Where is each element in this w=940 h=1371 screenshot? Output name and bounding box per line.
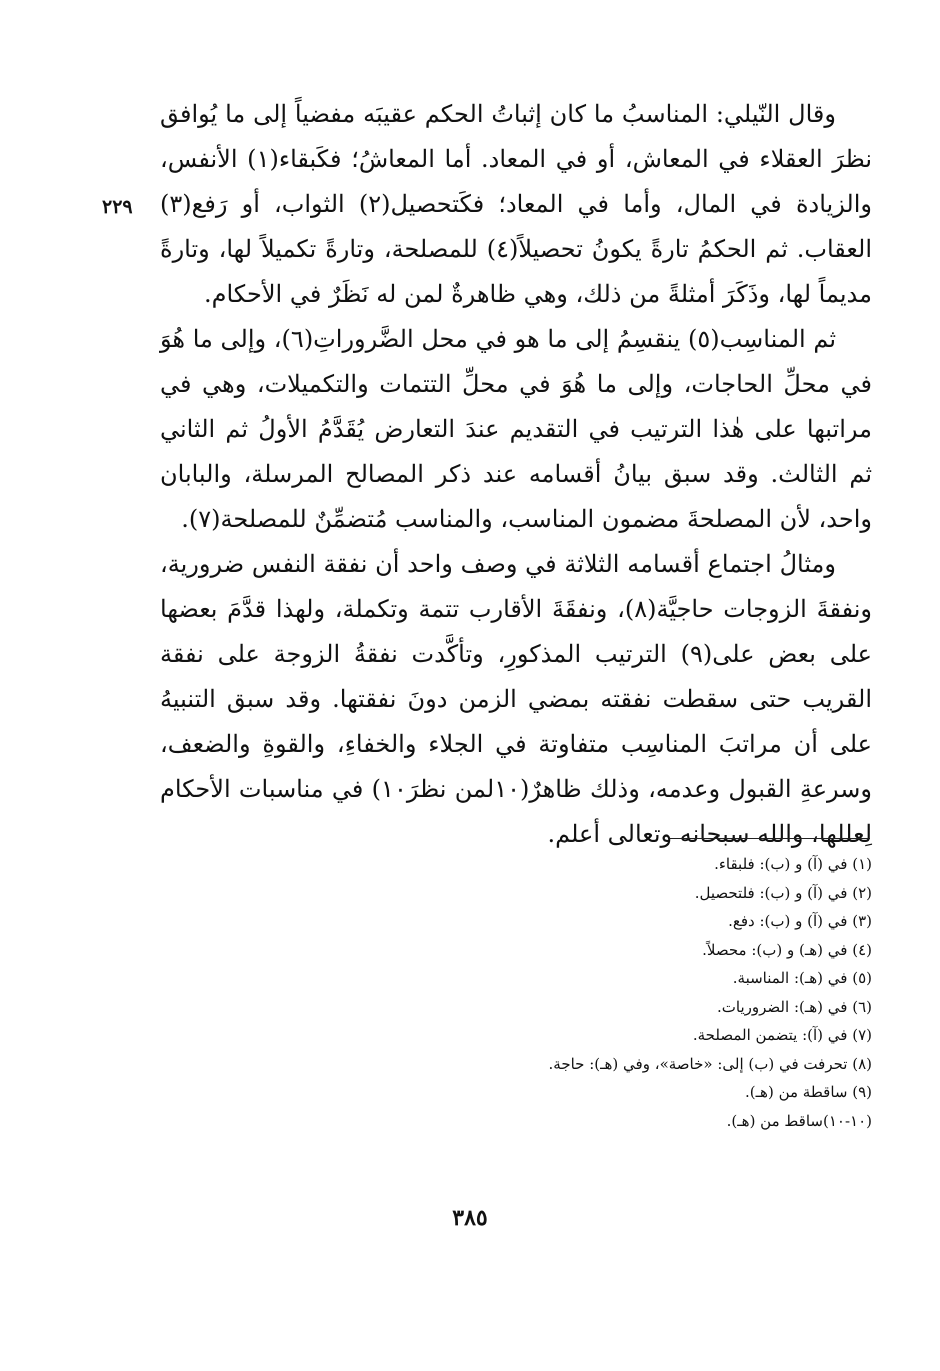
footnote: (٢) في (آ) و (ب): فلتحصيل.: [694, 883, 872, 902]
footnote: (٥) في (هـ): المناسبة.: [732, 969, 872, 987]
margin-reference-number: ٢٢٩: [102, 196, 133, 218]
main-text: [160, 92, 872, 857]
footnote: (٣) في (آ) و (ب): دفع.: [728, 912, 872, 930]
paragraph: ومثالُ اجتماع أقسامه الثلاثة في وصف واحد أن نفقة النفس ضرورية، ونفقةَ الزوجات حاجيَّة(٨)، ونفقَةَ الأقارب تتمة وتكملة، ولهذا قدَّمَ بعضها على بعض على(٩) الترتيب المذكورِ، وتأكَّدت نفقةُ الزوجة على نفقة القريب حتى سقطت نفقته بمضي الزمن دونَ نفقتها. وقد سبق التنبيهُ على أن مراتبَ المناسِب متفاوتة في الجلاء والخفاءِ، والقوةِ والضعف، وسرعةِ القبول وعدمه، وذلك ظاهرٌ(١٠لمن نظرَ١٠) في مناسبات الأحكام لِعللها، والله سبحانه وتعالى أعلم.: [160, 550, 873, 848]
footnote-divider: [670, 838, 870, 839]
footnote: (٦) في (هـ): الضروريات.: [717, 997, 872, 1016]
footnote: (٧) في (آ): يتضمن المصلحة.: [692, 1026, 872, 1044]
footnote: (١) في (آ) و (ب): فلبقاء.: [714, 855, 872, 873]
paragraph: وقال النّيلي: المناسبُ ما كان إثباتُ الحكم عقيبَه مفضياً إلى ما يُوافق نظرَ العقلاء في المعاش، أو في المعاد. أما المعاشُ؛ فكَبقاء(١) الأنفس، والزيادة في المال، وأما في المعاد؛ فكَتحصيل(٢) الثواب، أو رَفع(٣) العقاب. ثم الحكمُ تارةً يكونُ تحصيلاً(٤) للمصلحة، وتارةً تكميلاً لها، وتارةً مديماً لها، وذَكَرَ أمثلةً من ذلك، وهي ظاهرةٌ لمن له نَظَرٌ في الأحكام.: [160, 100, 873, 308]
page-number: ٣٨٥: [452, 1205, 488, 1231]
paragraph: ثم المناسِب(٥) ينقسِمُ إلى ما هو في محل الضَّروراتِ(٦)، وإلى ما هُوَ في محلِّ الحاجات، وإلى ما هُوَ في محلِّ التتمات والتكميلات، وهي في مراتبها على هٰذا الترتيب في التقديم عندَ التعارض يُقَدَّمُ الأولُ ثم الثاني ثم الثالث. وقد سبق بيانُ أقسامه عند ذكر المصالح المرسلة، والبابان واحد، لأن المصلحةَ مضمون المناسب، والمناسب مُتضمِّنٌ للمصلحة(٧).: [160, 325, 872, 533]
footnotes: [420, 850, 872, 1135]
footnote: (٩) ساقطة من (هـ).: [745, 1083, 872, 1101]
footnote: (٨) تحرفت في (ب) إلى: «خاصة»، وفي (هـ): حاجة.: [548, 1054, 872, 1073]
footnote: (١٠-١٠)ساقط من (هـ).: [726, 1111, 872, 1130]
footnote: (٤) في (هـ) و (ب): محصلاً.: [702, 940, 872, 959]
